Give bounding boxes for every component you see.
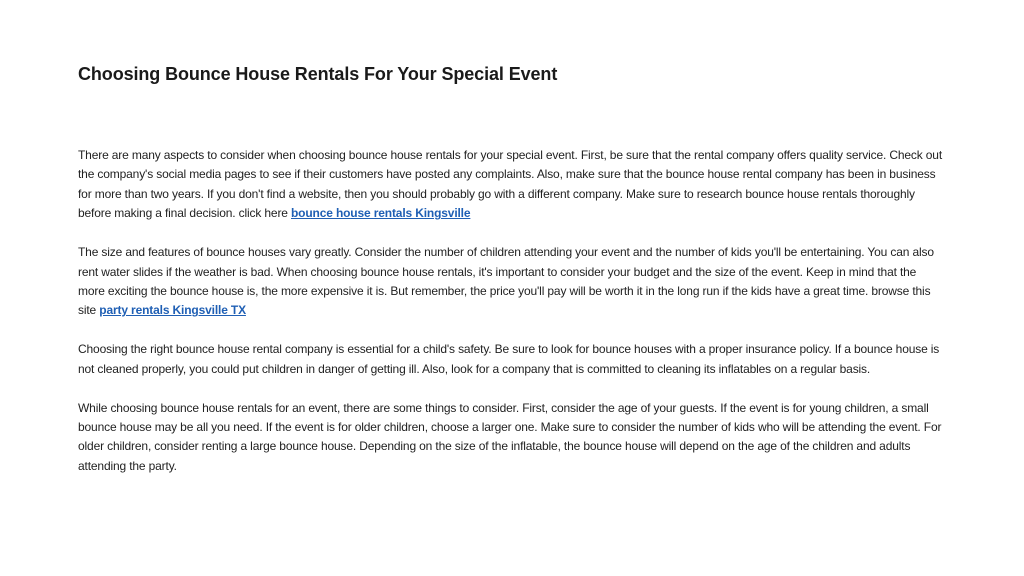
paragraph-2 xyxy=(78,243,944,321)
page-title: Choosing Bounce House Rentals For Your Special Event xyxy=(78,64,558,84)
paragraph-1-text: There are many aspects to consider when choosing bounce house rentals for your special event. First, be sure that the rental company offers quality service. Check out the company's social media pages to see if their customers have posted any complaints. Also, make sure that the bounce house rental company has been in business for more than two years. If you don't find a website, then you should probably go with a different company. Make sure to research bounce house rentals thoroughly before making a final decision. click here xyxy=(78,148,943,221)
bounce-house-rentals-kingsville-link[interactable]: bounce house rentals Kingsville xyxy=(291,206,471,221)
paragraph-2-text: The size and features of bounce houses vary greatly. Consider the number of children attending your event and the number of kids you'll be entertaining. You can also rent water slides if the weather is bad. When choosing bounce house rentals, it's important to consider your budget and the size of the event. Keep in mind that the more exciting the bounce house is, the more expensive it is. But remember, the price you'll pay will be worth it in the long run if the kids have a great time. browse this site xyxy=(78,245,934,318)
paragraph-3 xyxy=(78,340,944,379)
article-body xyxy=(78,146,944,496)
party-rentals-kingsville-tx-link[interactable]: party rentals Kingsville TX xyxy=(99,303,246,318)
paragraph-1 xyxy=(78,146,944,224)
paragraph-4 xyxy=(78,399,944,477)
paragraph-3-text: Choosing the right bounce house rental company is essential for a child's safety. Be sure to look for bounce houses with a proper insurance policy. If a bounce house is not cleaned properly, you could put children in danger of getting ill. Also, look for a company that is committed to cleaning its inflatables on a regular basis. xyxy=(78,342,940,376)
paragraph-4-text: While choosing bounce house rentals for an event, there are some things to consider. First, consider the age of your guests. If the event is for young children, a small bounce house may be all you need. If the event is for older children, choose a larger one. Make sure to consider the number of kids who will be attending the event. For older children, consider renting a large bounce house. Depending on the size of the inflatable, the bounce house will depend on the age of the children and adults attending the party. xyxy=(78,400,942,473)
